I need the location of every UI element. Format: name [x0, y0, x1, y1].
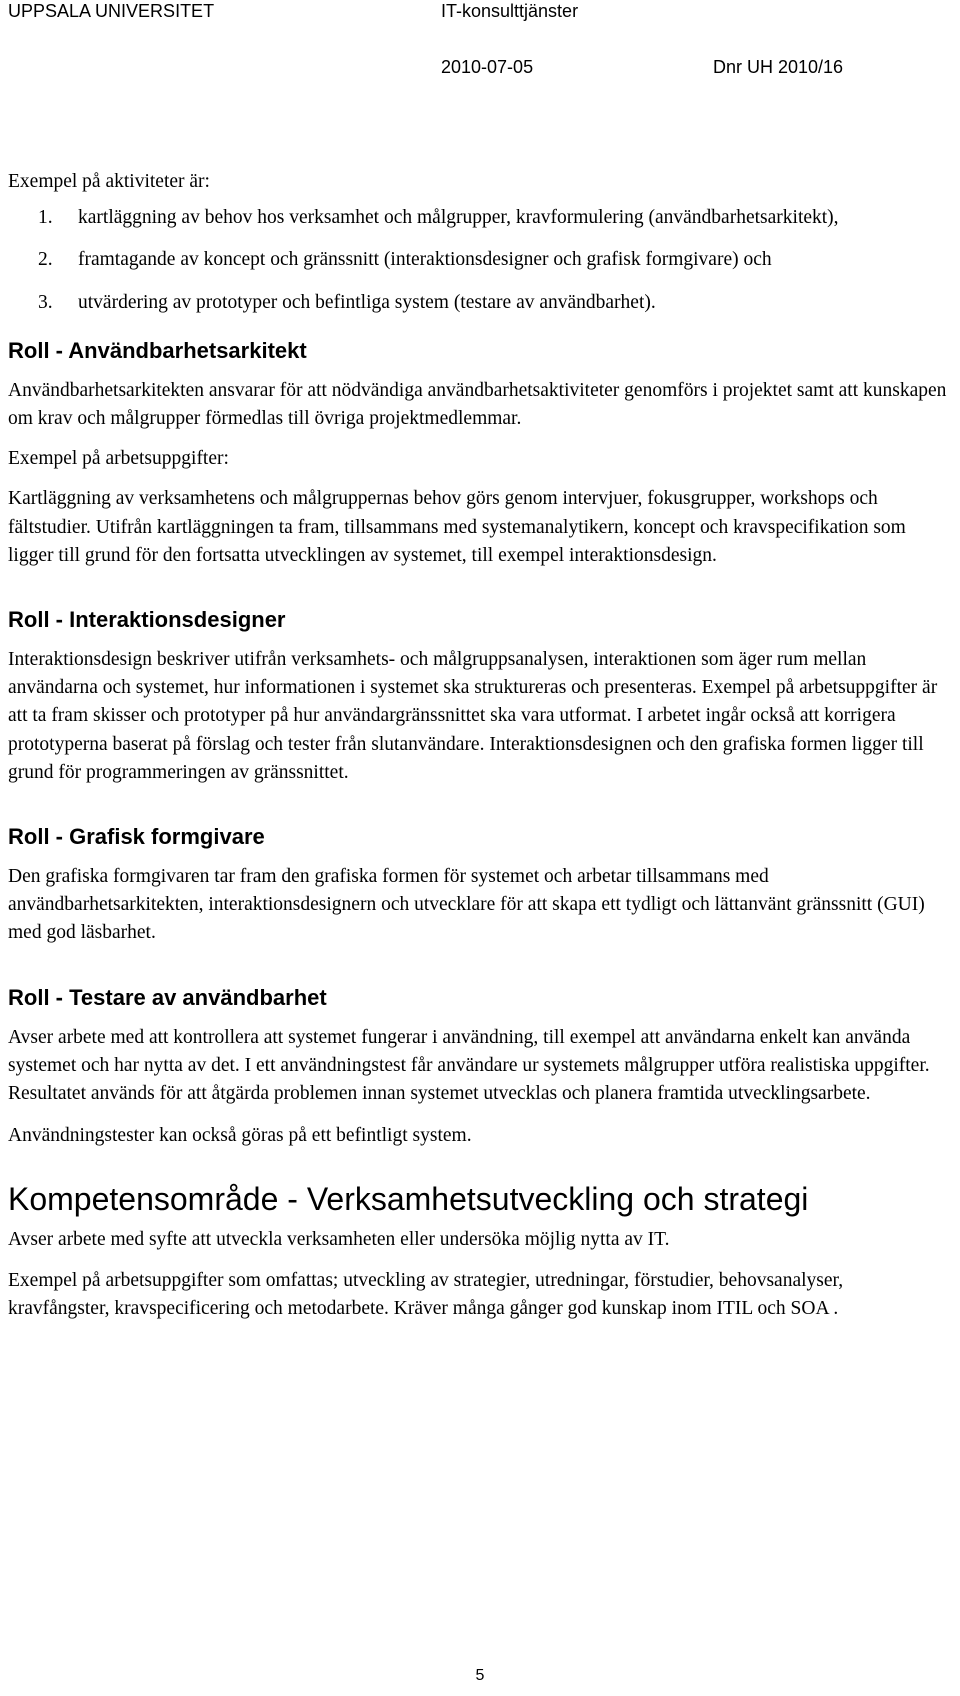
department-name: IT-konsulttjänster — [441, 1, 579, 21]
section-usability-tester — [8, 984, 948, 1151]
organization-name: UPPSALA UNIVERSITET — [8, 1, 215, 21]
list-item-text: framtagande av koncept och gränssnitt (interaktionsdesigner och grafisk formgivare) och — [78, 249, 772, 271]
competence-heading: Kompetensområde - Verksamhetsutveckling och strategi — [8, 1181, 809, 1218]
section-heading: Roll - Interaktionsdesigner — [8, 607, 286, 633]
list-item-number: 1. — [38, 207, 53, 229]
section-heading: Roll - Testare av användbarhet — [8, 984, 327, 1010]
page-number: 5 — [475, 1667, 485, 1684]
list-item-number: 3. — [38, 291, 53, 313]
section-paragraph: Användbarhetsarkitekten ansvarar för att nödvändiga användbarhetsaktiviteter genomförs i projektet samt att kunskapen om krav och målgrupper förmedlas till övriga projektmedlemmar. — [8, 379, 947, 430]
section-paragraph: Kartläggning av verksamhetens och målgruppernas behov görs genom intervjuer, fokusgrupper, workshops och fältstudier. Utifrån kartläggningen ta fram, tillsammans med systemanalytikern, koncept och kravspecifikation som ligger till grund för den fortsatta utvecklingen av systemet, till exempel interaktionsdesign. — [8, 488, 906, 566]
document-reference: Dnr UH 2010/16 — [713, 57, 844, 77]
list-item-text: kartläggning av behov hos verksamhet och målgrupper, kravformulering (användbarhetsarkitekt), — [78, 207, 839, 229]
section-paragraph: Avser arbete med att kontrollera att systemet fungerar i användning, till exempel att användarna enkelt kan använda systemet och har nytta av det. I ett användningstest får användare ur systemets målgrupper utföra realistiska uppgifter. Resultatet används för att åtgärda problemen innan systemet utvecklas och planera framtida utvecklingsarbete. — [8, 1026, 930, 1105]
page-header — [0, 0, 960, 88]
document-date: 2010-07-05 — [441, 57, 534, 77]
section-paragraph: Exempel på arbetsuppgifter: — [8, 448, 229, 470]
section-paragraph: Användningstester kan också göras på ett befintligt system. — [8, 1125, 472, 1147]
section-paragraph: Den grafiska formgivaren tar fram den grafiska formen för systemet och arbetar tillsammans med användbarhetsarkitekten, interaktionsdesignern och utvecklare för att skapa ett tydligt och lättanvänt gränssnitt (GUI) med god läsbarhet. — [8, 866, 925, 944]
section-paragraph: Avser arbete med syfte att utveckla verksamheten eller undersöka möjlig nytta av IT. — [8, 1229, 670, 1251]
section-heading: Roll - Grafisk formgivare — [8, 824, 265, 850]
section-usability-architect — [8, 337, 948, 570]
section-competence-area — [8, 1180, 948, 1323]
list-item-text: utvärdering av prototyper och befintliga system (testare av användbarhet). — [78, 291, 656, 313]
list-item — [8, 246, 948, 274]
section-graphic-designer — [8, 823, 948, 948]
section-heading: Roll - Användbarhetsarkitekt — [8, 337, 307, 363]
list-item-number: 2. — [38, 249, 53, 271]
section-paragraph: Interaktionsdesign beskriver utifrån verksamhets- och målgruppsanalysen, interaktionen som äger rum mellan användarna och systemet, hur informationen i systemet ska struktureras och presenteras. Exempel på arbetsuppgifter är att ta fram skisser och prototyper på hur användargränssnittet ska vara utformat. I arbetet ingår också att korrigera prototyperna baserat på förslag och tester från slutanvändare. Interaktionsdesignen och den grafiska formen ligger till grund för programmeringen av gränssnittet. — [8, 649, 938, 783]
list-item — [8, 204, 948, 232]
section-paragraph: Exempel på arbetsuppgifter som omfattas; utveckling av strategier, utredningar, förstudier, behovsanalyser, kravfångster, kravspecificering och metodarbete. Kräver många gånger god kunskap inom ITIL och SOA . — [8, 1269, 844, 1319]
list-item — [8, 289, 948, 317]
intro-lead: Exempel på aktiviteter är: — [8, 171, 210, 192]
document-body — [8, 168, 948, 1323]
section-interaction-designer — [8, 606, 948, 787]
activity-list — [8, 204, 948, 317]
